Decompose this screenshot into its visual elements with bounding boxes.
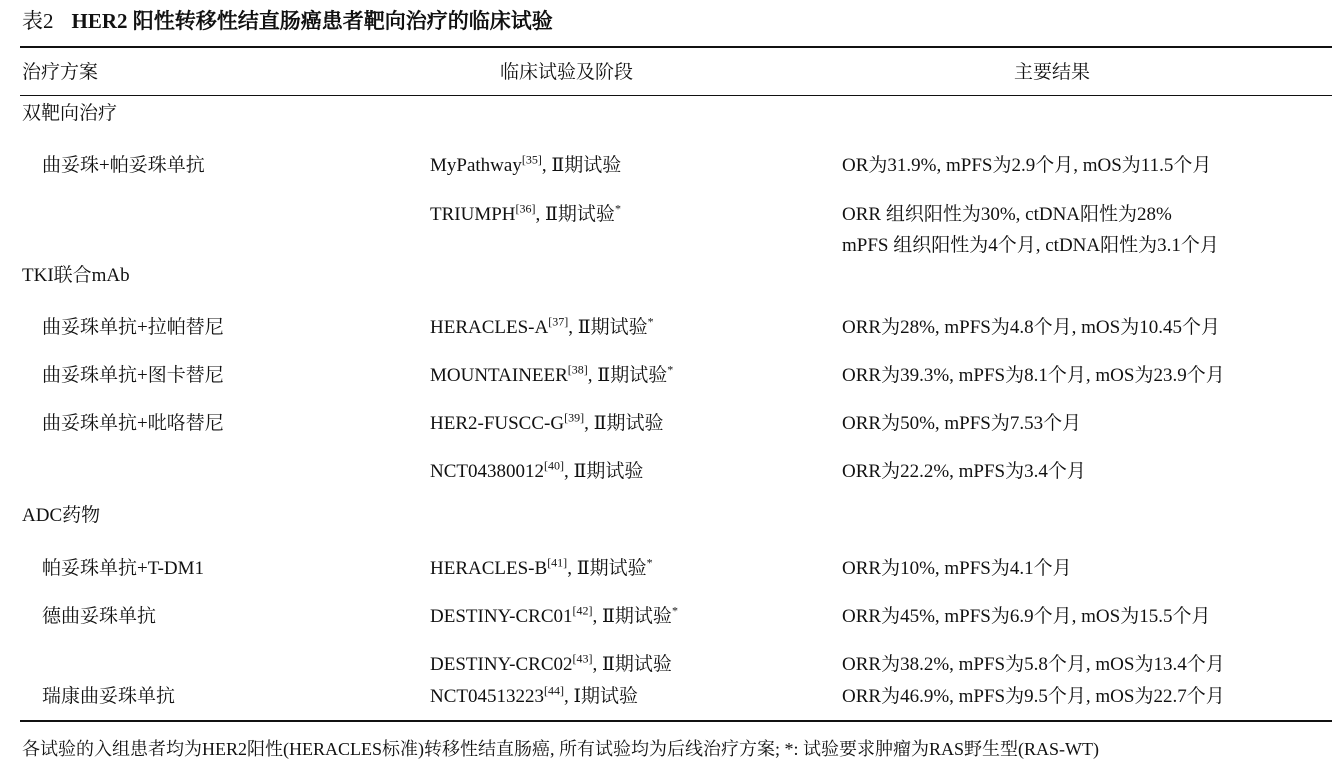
trial-cell [430, 363, 673, 389]
trial-cell [430, 459, 643, 485]
reference-marker: [39] [564, 410, 585, 425]
regimen-cell: 帕妥珠单抗+T-DM1 [42, 558, 205, 579]
trial-name: TRIUMPH [430, 204, 516, 225]
reference-marker: [38] [567, 362, 588, 377]
reference-marker: [36] [515, 201, 536, 216]
regimen-cell: 曲妥珠单抗+吡咯替尼 [42, 413, 224, 434]
trial-phase: , Ⅱ期试验 [535, 204, 615, 225]
trial-phase: , Ⅱ期试验 [541, 155, 622, 176]
group-label-adc: ADC药物 [22, 505, 101, 526]
regimen-cell: 曲妥珠+帕妥珠单抗 [42, 155, 205, 176]
trial-phase: , Ⅱ期试验 [584, 413, 664, 434]
trial-cell [430, 604, 678, 630]
reference-marker: [41] [547, 555, 568, 570]
result-cell: OR为31.9%, mPFS为2.9个月, mOS为11.5个月 [842, 155, 1212, 176]
result-cell: ORR为38.2%, mPFS为5.8个月, mOS为13.4个月 [842, 654, 1225, 675]
trial-cell [430, 684, 638, 710]
table-title: HER2 阳性转移性结直肠癌患者靶向治疗的临床试验 [71, 9, 553, 33]
trial-phase: , Ⅱ期试验 [564, 461, 644, 482]
reference-marker: [44] [544, 683, 564, 698]
result-cell: ORR为28%, mPFS为4.8个月, mOS为10.45个月 [842, 317, 1220, 338]
table-number: 表2 [22, 9, 54, 33]
top-rule [20, 46, 1332, 48]
result-cell: ORR为46.9%, mPFS为9.5个月, mOS为22.7个月 [842, 686, 1225, 707]
trial-name: MyPathway [430, 155, 522, 176]
reference-marker: [42] [572, 603, 593, 618]
result-cell-line2: mPFS 组织阳性为4个月, ctDNA阳性为3.1个月 [842, 235, 1219, 256]
trial-name: DESTINY-CRC01 [430, 606, 573, 627]
trial-name: HER2-FUSCC-G [430, 413, 565, 434]
trial-cell [430, 153, 621, 179]
ras-wt-marker: * [671, 603, 678, 618]
header-regimen: 治疗方案 [22, 62, 99, 83]
trial-phase: , Ⅰ期试验 [564, 686, 639, 707]
regimen-cell: 曲妥珠单抗+图卡替尼 [42, 365, 224, 386]
header-trial: 临床试验及阶段 [500, 62, 634, 83]
trial-name: NCT04380012 [430, 461, 544, 482]
trial-phase: , Ⅱ期试验 [568, 317, 648, 338]
ras-wt-marker: * [647, 314, 654, 329]
group-label-dual: 双靶向治疗 [22, 103, 118, 124]
trial-cell [430, 315, 654, 341]
result-cell: ORR为50%, mPFS为7.53个月 [842, 413, 1082, 434]
regimen-cell: 瑞康曲妥珠单抗 [42, 686, 176, 707]
result-cell: ORR为10%, mPFS为4.1个月 [842, 558, 1072, 579]
result-cell: ORR 组织阳性为30%, ctDNA阳性为28% [842, 204, 1172, 225]
trial-name: DESTINY-CRC02 [430, 654, 573, 675]
trial-cell [430, 411, 664, 437]
bottom-rule [20, 720, 1332, 722]
ras-wt-marker: * [614, 201, 621, 216]
group-label-tki: TKI联合mAb [22, 265, 130, 286]
reference-marker: [35] [521, 152, 542, 167]
trial-cell [430, 202, 621, 228]
trial-phase: , Ⅱ期试验 [592, 654, 672, 675]
trial-cell [430, 556, 653, 582]
result-cell: ORR为45%, mPFS为6.9个月, mOS为15.5个月 [842, 606, 1211, 627]
trial-phase: , Ⅱ期试验 [567, 558, 647, 579]
trial-phase: , Ⅱ期试验 [587, 365, 668, 386]
reference-marker: [43] [572, 651, 593, 666]
table-footnote: 各试验的入组患者均为HER2阳性(HERACLES标准)转移性结直肠癌, 所有试验均为后线治疗方案; *: 试验要求肿瘤为RAS野生型(RAS-WT) [22, 739, 1099, 759]
regimen-cell: 德曲妥珠单抗 [42, 606, 157, 627]
trial-name: NCT04513223 [430, 686, 544, 707]
header-results: 主要结果 [1014, 62, 1091, 83]
trial-phase: , Ⅱ期试验 [592, 606, 672, 627]
trial-name: HERACLES-B [430, 558, 548, 579]
result-cell: ORR为39.3%, mPFS为8.1个月, mOS为23.9个月 [842, 365, 1225, 386]
header-rule [20, 95, 1332, 96]
reference-marker: [40] [544, 458, 564, 473]
reference-marker: [37] [548, 314, 569, 329]
trial-cell [430, 652, 672, 678]
trial-name: HERACLES-A [430, 317, 549, 338]
trial-name: MOUNTAINEER [430, 365, 568, 386]
regimen-cell: 曲妥珠单抗+拉帕替尼 [42, 317, 224, 338]
result-cell: ORR为22.2%, mPFS为3.4个月 [842, 461, 1086, 482]
ras-wt-marker: * [646, 555, 653, 570]
ras-wt-marker: * [667, 362, 674, 377]
table-caption [22, 6, 553, 36]
